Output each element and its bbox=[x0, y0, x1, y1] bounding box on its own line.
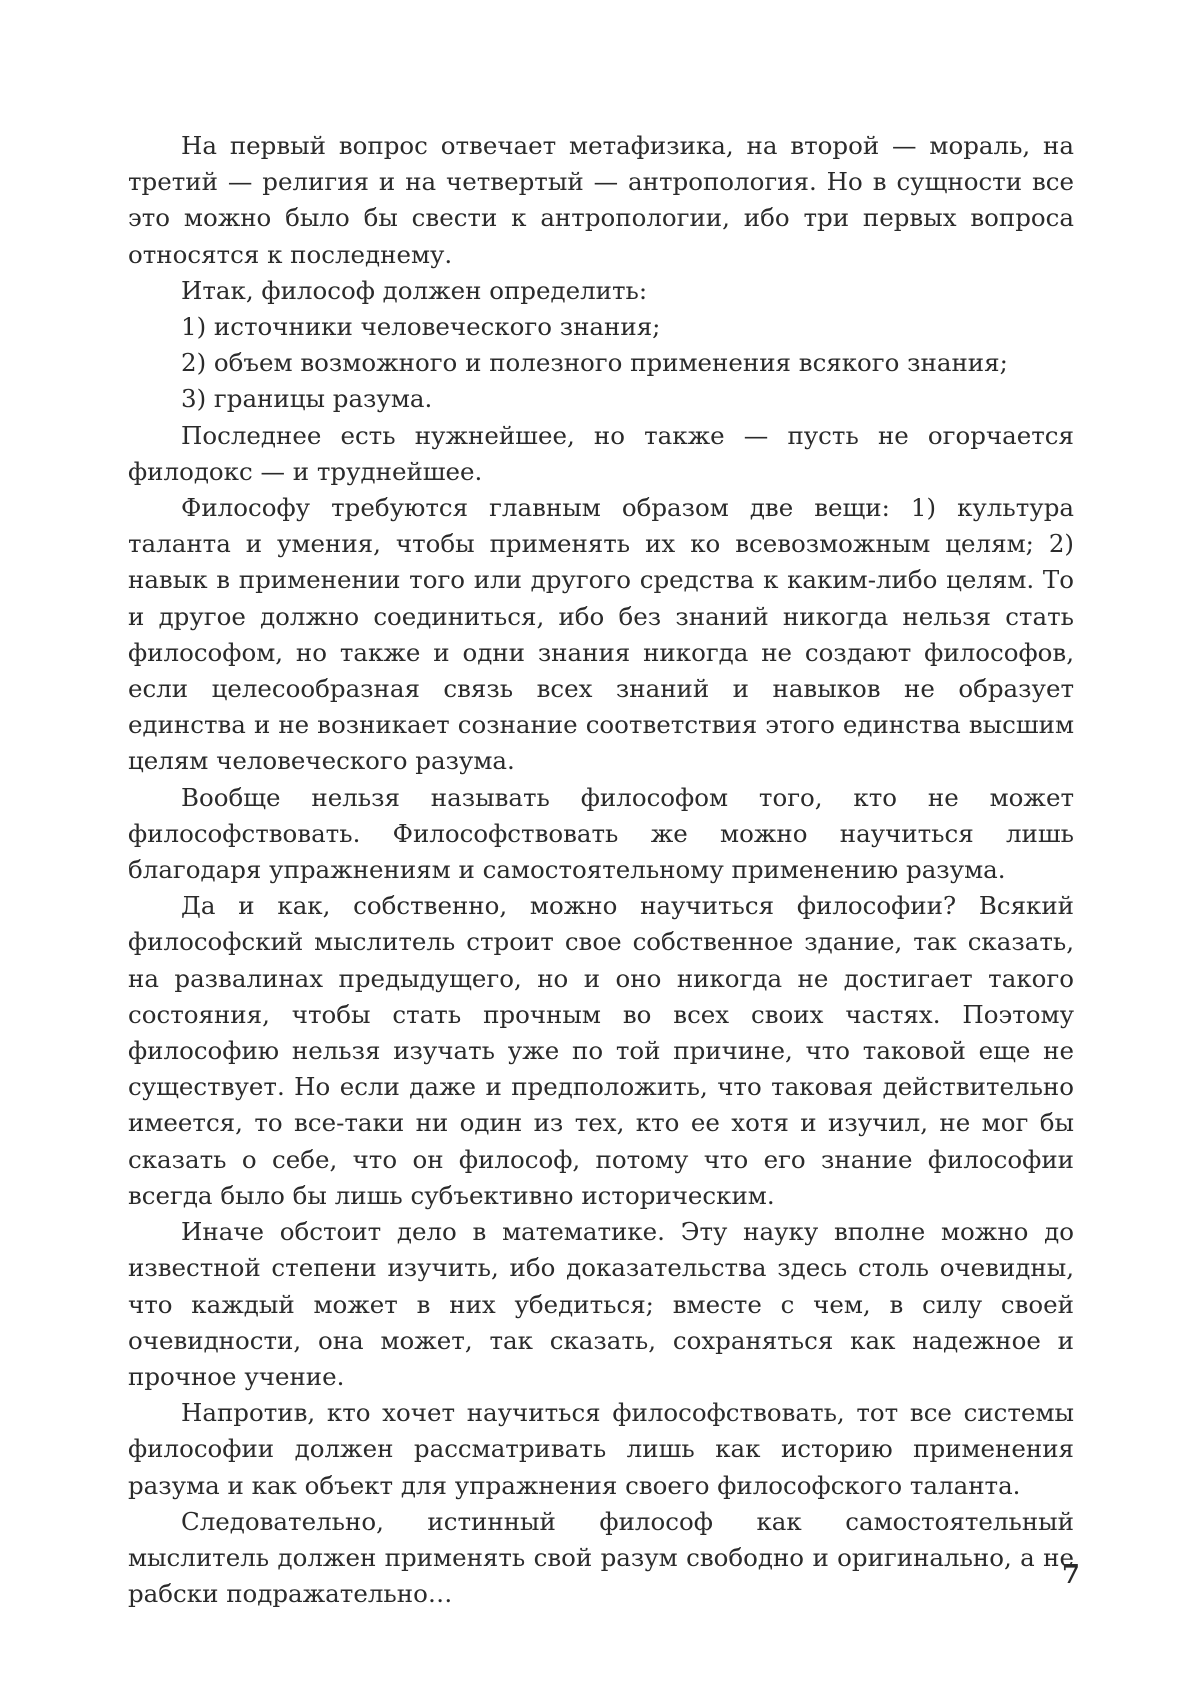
page-number: 7 bbox=[1061, 1560, 1080, 1590]
paragraph-9: Следовательно, истинный философ как самостоятельный мыслитель должен применять свой разум свободно и оригинально, а не рабски подражательно… bbox=[128, 1506, 1074, 1609]
paragraph-6: Да и как, собственно, можно научиться философии? Всякий философский мыслитель строит свое собственное здание, так сказать, на развалинах предыдущего, но и оно никогда не достигает такого состояния, чтобы стать прочным во всех своих частях. Поэтому философию нельзя изучать уже по той причине, что таковой еще не существует. Но если даже и предположить, что таковая действительно имеется, то все-таки ни один из тех, кто ее хотя и изучил, не мог бы сказать о себе, что он философ, потому что его знание философии всегда было бы лишь субъективно историческим. bbox=[128, 891, 1074, 1210]
list-item-3: 3) границы разума. bbox=[181, 384, 433, 414]
list-item-1: 1) источники человеческого знания; bbox=[181, 312, 661, 342]
list-item-2: 2) объем возможного и полезного применения всякого знания; bbox=[181, 348, 1008, 378]
paragraph-8: Напротив, кто хочет научиться философствовать, тот все системы философии должен рассматривать лишь как историю применения разума и как объект для упражнения своего философского таланта. bbox=[128, 1398, 1074, 1500]
paragraph-4: Философу требуются главным образом две вещи: 1) культура таланта и умения, чтобы применять их ко всевозможным целям; 2) навык в применении того или другого средства к каким-либо целям. То и другое должно соединиться, ибо без знаний никогда нельзя стать философом, но также и одни знания никогда не создают философов, если целесообразная связь всех знаний и навыков не образует единства и не возникает сознание соответствия этого единства высшим целям человеческого разума. bbox=[128, 493, 1074, 776]
paragraph-1: На первый вопрос отвечает метафизика, на второй — мораль, на третий — религия и на четвертый — антропология. Но в сущности все это можно было бы свести к антропологии, ибо три первых вопроса относятся к последнему. bbox=[128, 131, 1074, 269]
paragraph-7: Иначе обстоит дело в математике. Эту науку вполне можно до известной степени изучить, ибо доказательства здесь столь очевидны, что каждый может в них убедиться; вместе с чем, в силу своей очевидности, она может, так сказать, сохраняться как надежное и прочное учение. bbox=[128, 1217, 1074, 1391]
paragraph-3: Последнее есть нужнейшее, но также — пусть не огорчается филодокс — и труднейшее. bbox=[128, 420, 1074, 486]
paragraph-5: Вообще нельзя называть философом того, кто не может философствовать. Философствовать же можно научиться лишь благодаря упражнениям и самостоятельному применению разума. bbox=[128, 782, 1074, 885]
paragraph-2: Итак, философ должен определить: bbox=[181, 275, 648, 305]
body-text bbox=[128, 128, 1074, 1612]
